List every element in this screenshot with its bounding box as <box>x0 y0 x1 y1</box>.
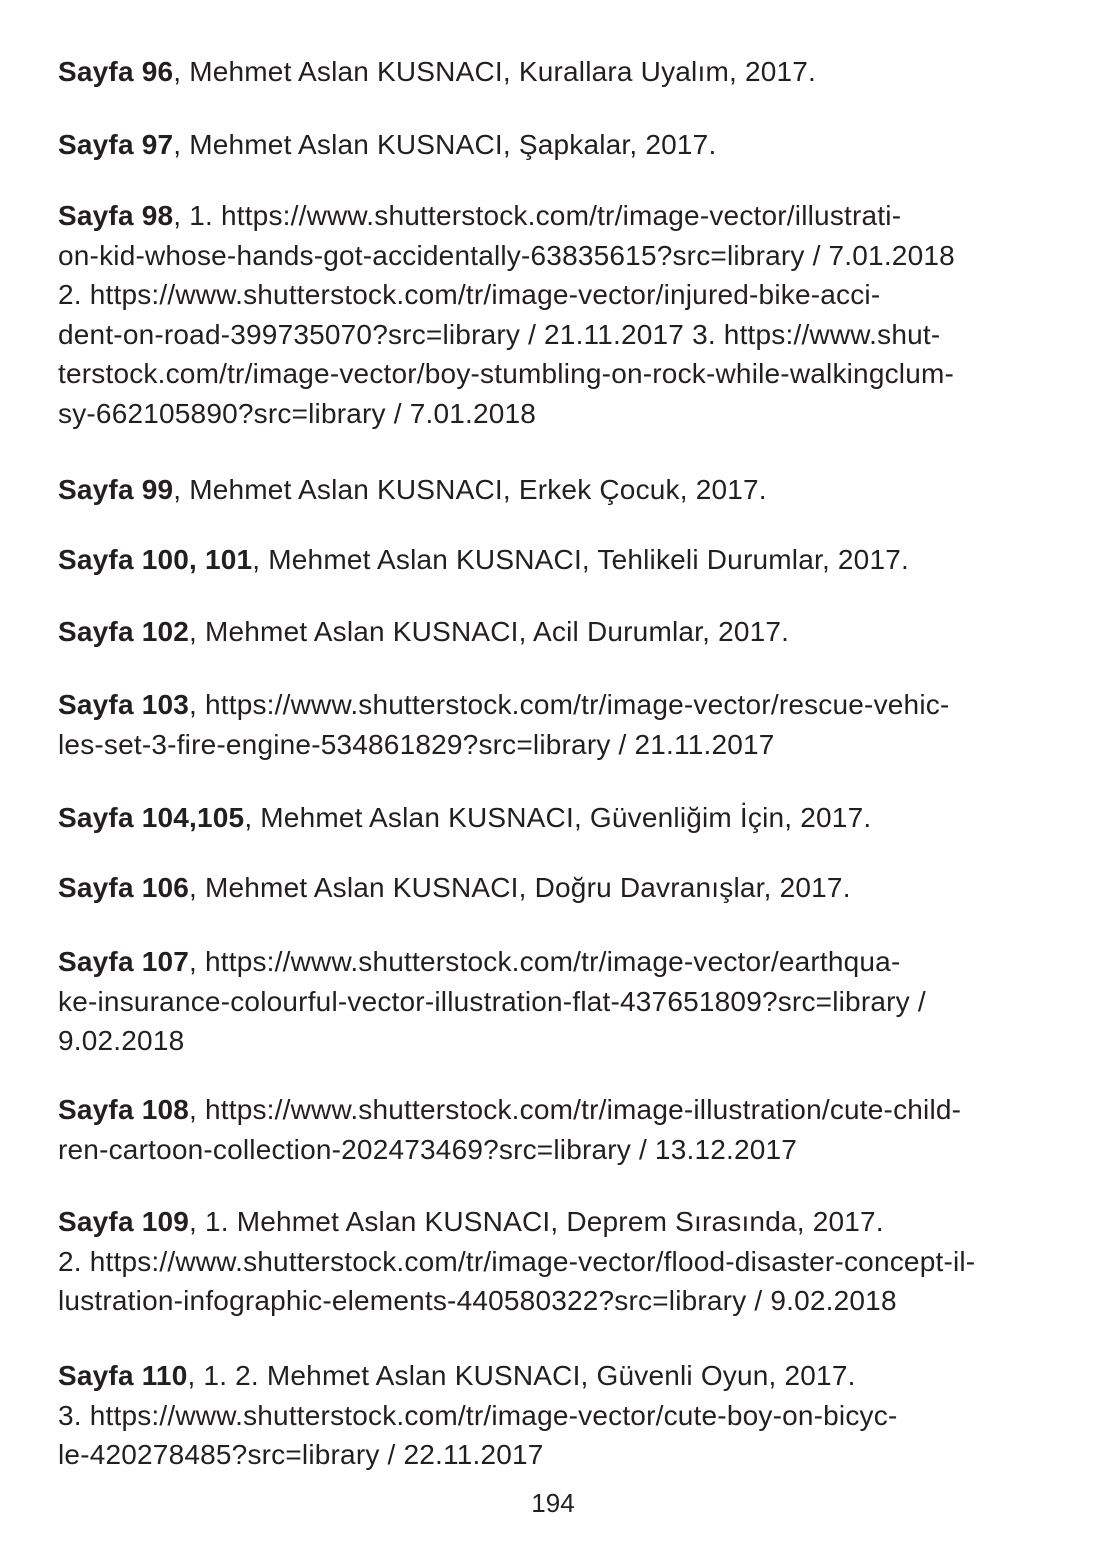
reference-line <box>58 725 949 765</box>
reference-line <box>58 1242 975 1282</box>
reference-text: 9.02.2018 <box>58 1025 185 1056</box>
reference-text: terstock.com/tr/image-vector/boy-stumbling-on-rock-while-walkingclum- <box>58 358 955 389</box>
reference-line <box>58 1021 926 1061</box>
reference-entry <box>58 470 767 510</box>
reference-line <box>58 1130 961 1170</box>
reference-line <box>58 1396 897 1436</box>
reference-line <box>58 275 955 315</box>
reference-line <box>58 1435 897 1475</box>
reference-text: 2. https://www.shutterstock.com/tr/image-vector/injured-bike-acci- <box>58 279 881 310</box>
reference-text: , https://www.shutterstock.com/tr/image-illustration/cute-child- <box>189 1094 962 1125</box>
page-label: Sayfa 98 <box>58 200 174 231</box>
reference-line <box>58 1281 975 1321</box>
page-label: Sayfa 104,105 <box>58 802 245 833</box>
reference-line <box>58 236 955 276</box>
reference-text: , Mehmet Aslan KUSNACI, Tehlikeli Durumlar, 2017. <box>252 544 909 575</box>
reference-line <box>58 394 955 434</box>
reference-text: , https://www.shutterstock.com/tr/image-vector/rescue-vehic- <box>189 689 950 720</box>
reference-entry <box>58 798 871 838</box>
page-label: Sayfa 100, 101 <box>58 544 253 575</box>
reference-line <box>58 1090 961 1130</box>
reference-line <box>58 125 716 165</box>
reference-line <box>58 982 926 1022</box>
reference-text: , 1. https://www.shutterstock.com/tr/image-vector/illustrati- <box>173 200 902 231</box>
page-label: Sayfa 96 <box>58 56 174 87</box>
reference-text: , Mehmet Aslan KUSNACI, Kurallara Uyalım, 2017. <box>173 56 817 87</box>
reference-entry <box>58 612 789 652</box>
reference-entry <box>58 1356 897 1475</box>
reference-text: le-420278485?src=library / 22.11.2017 <box>58 1439 544 1470</box>
reference-entry <box>58 1202 975 1321</box>
reference-entry <box>58 196 955 433</box>
reference-line <box>58 540 909 580</box>
reference-line <box>58 685 949 725</box>
reference-text: les-set-3-fire-engine-534861829?src=library / 21.11.2017 <box>58 728 775 760</box>
page-label: Sayfa 102 <box>58 616 190 647</box>
reference-entry <box>58 685 949 764</box>
reference-text: , https://www.shutterstock.com/tr/image-vector/earthqua- <box>189 946 901 977</box>
reference-text: , 1. Mehmet Aslan KUSNACI, Deprem Sırasında, 2017. <box>189 1206 884 1237</box>
page-label: Sayfa 107 <box>58 946 190 977</box>
reference-text: 3. https://www.shutterstock.com/tr/image-vector/cute-boy-on-bicyc- <box>58 1399 898 1431</box>
page-number: 194 <box>531 1488 575 1518</box>
reference-text: , Mehmet Aslan KUSNACI, Doğru Davranışlar, 2017. <box>189 872 851 903</box>
reference-line <box>58 868 851 908</box>
reference-line <box>58 315 955 355</box>
reference-line <box>58 196 955 236</box>
reference-line <box>58 52 816 92</box>
reference-text: ke-insurance-colourful-vector-illustration-flat-437651809?src=library / <box>58 985 926 1017</box>
reference-line <box>58 798 871 838</box>
page-label: Sayfa 110 <box>58 1360 188 1391</box>
page-label: Sayfa 106 <box>58 872 190 903</box>
reference-entry <box>58 942 926 1061</box>
page-label: Sayfa 109 <box>58 1206 190 1237</box>
reference-entry <box>58 1090 961 1169</box>
reference-text: , Mehmet Aslan KUSNACI, Erkek Çocuk, 2017. <box>173 474 767 505</box>
reference-text: on-kid-whose-hands-got-accidentally-63835615?src=library / 7.01.2018 <box>58 239 955 271</box>
reference-line <box>58 1202 975 1242</box>
page-label: Sayfa 108 <box>58 1094 190 1125</box>
reference-text: , Mehmet Aslan KUSNACI, Acil Durumlar, 2017. <box>189 616 790 647</box>
reference-text: , 1. 2. Mehmet Aslan KUSNACI, Güvenli Oyun, 2017. <box>187 1360 856 1391</box>
reference-entry <box>58 868 851 908</box>
reference-text: lustration-infographic-elements-440580322?src=library / 9.02.2018 <box>58 1285 897 1316</box>
reference-line <box>58 470 767 510</box>
reference-line <box>58 1356 897 1396</box>
reference-entry <box>58 125 716 165</box>
reference-text: sy-662105890?src=library / 7.01.2018 <box>58 397 537 429</box>
reference-line <box>58 354 955 394</box>
reference-text: ren-cartoon-collection-202473469?src=library / 13.12.2017 <box>58 1133 798 1165</box>
reference-entry <box>58 540 909 580</box>
page-label: Sayfa 99 <box>58 474 174 505</box>
reference-text: , Mehmet Aslan KUSNACI, Şapkalar, 2017. <box>173 129 717 160</box>
reference-line <box>58 942 926 982</box>
page-label: Sayfa 103 <box>58 689 190 720</box>
reference-line <box>58 612 789 652</box>
reference-entry <box>58 52 816 92</box>
reference-text: 2. https://www.shutterstock.com/tr/image-vector/flood-disaster-concept-il- <box>58 1245 976 1277</box>
reference-text: dent-on-road-399735070?src=library / 21.11.2017 3. https://www.shut- <box>58 318 941 350</box>
reference-text: , Mehmet Aslan KUSNACI, Güvenliğim İçin, 2017. <box>244 802 872 833</box>
page-label: Sayfa 97 <box>58 129 174 160</box>
